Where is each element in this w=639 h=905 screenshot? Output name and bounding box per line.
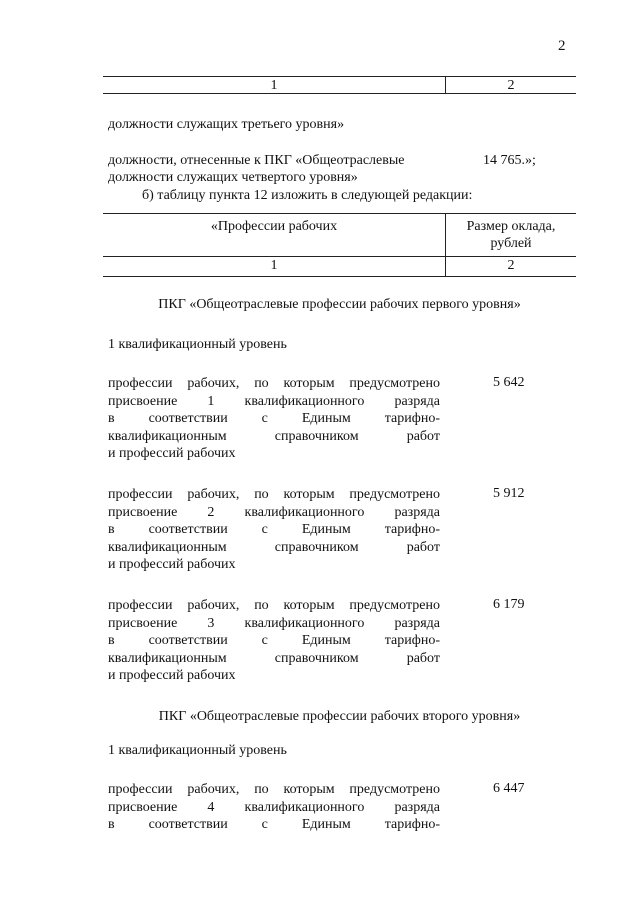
description-line (108, 781, 440, 799)
description-word: работ (406, 650, 440, 666)
description-word: разряда (394, 393, 440, 409)
fourth-level-value: 14 765.»; (483, 153, 536, 168)
description-line: и профессий рабочих (108, 557, 236, 572)
description-word: квалификационного (244, 615, 365, 631)
page-number: 2 (558, 38, 566, 54)
description-word: присвоение (108, 799, 178, 815)
qualification-level: 1 квалификационный уровень (108, 337, 287, 352)
description-line (108, 428, 440, 446)
description-word: которым (283, 782, 335, 797)
description-line: и профессий рабочих (108, 668, 236, 683)
description-word: предусмотрено (349, 598, 440, 613)
description-word: 1 (207, 393, 215, 409)
table2-header-salary-1: Размер оклада, (466, 219, 556, 234)
salary-value: 6 447 (493, 781, 525, 796)
description-word: справочником (274, 428, 359, 444)
description-word: соответствии (148, 817, 228, 832)
description-word: соответствии (148, 633, 228, 648)
table-top-rule-lower (103, 93, 576, 94)
description-word: рабочих, (187, 376, 240, 391)
instruction-line: б) таблицу пункта 12 изложить в следующей редакции: (142, 188, 473, 203)
description-word: по (254, 376, 269, 391)
description-word: рабочих, (187, 487, 240, 502)
description-word: по (254, 782, 269, 797)
salary-value: 6 179 (493, 597, 525, 612)
description-line (108, 799, 440, 817)
third-level-line: должности служащих третьего уровня» (108, 117, 345, 132)
table2-col2: 2 (507, 258, 515, 273)
description-line (108, 486, 440, 504)
description-word: которым (283, 598, 335, 613)
table2-rule-top (103, 213, 576, 214)
description-line (108, 504, 440, 522)
description-word: присвоение (108, 504, 178, 520)
description-word: которым (283, 487, 335, 502)
description-line (108, 410, 440, 428)
profession-description (108, 375, 440, 463)
description-line (108, 615, 440, 633)
description-word: тарифно- (384, 522, 440, 537)
description-line: и профессий рабочих (108, 446, 236, 461)
description-word: квалификационным (108, 650, 227, 666)
qualification-level: 1 квалификационный уровень (108, 743, 287, 758)
description-word: соответствии (148, 411, 228, 426)
description-word: работ (406, 539, 440, 555)
description-word: в (108, 522, 115, 537)
table2-header-professions: «Профессии рабочих (210, 219, 338, 234)
description-word: квалификационным (108, 428, 227, 444)
description-word: квалификационного (244, 799, 365, 815)
description-word: по (254, 487, 269, 502)
table2-col1: 1 (270, 258, 278, 273)
description-word: которым (283, 376, 335, 391)
description-word: 4 (207, 799, 215, 815)
salary-value: 5 642 (493, 375, 525, 390)
table2-rule-middle (103, 256, 576, 257)
description-word: предусмотрено (349, 487, 440, 502)
description-line (108, 375, 440, 393)
table-top-col1: 1 (270, 78, 278, 93)
description-word: тарифно- (384, 817, 440, 832)
description-word: квалификационного (244, 393, 365, 409)
description-word: в (108, 817, 115, 832)
description-word: 2 (207, 504, 215, 520)
description-word: разряда (394, 615, 440, 631)
description-word: справочником (274, 539, 359, 555)
description-word: в (108, 411, 115, 426)
description-line (108, 539, 440, 557)
description-word: Единым (301, 817, 351, 832)
description-word: 3 (207, 615, 215, 631)
table2-rule-bottom (103, 276, 576, 277)
description-word: профессии (108, 782, 173, 797)
description-word: разряда (394, 799, 440, 815)
description-line (108, 816, 440, 834)
description-word: квалификационного (244, 504, 365, 520)
description-word: с (261, 633, 268, 648)
description-word: разряда (394, 504, 440, 520)
group-title: ПКГ «Общеотраслевые профессии рабочих второго уровня» (158, 709, 521, 724)
description-word: работ (406, 428, 440, 444)
profession-description (108, 781, 440, 834)
description-word: Единым (301, 411, 351, 426)
description-word: с (261, 522, 268, 537)
description-word: тарифно- (384, 411, 440, 426)
description-word: соответствии (148, 522, 228, 537)
fourth-level-line-1: должности, отнесенные к ПКГ «Общеотраслевые (108, 153, 405, 168)
description-line (108, 521, 440, 539)
table2-header-salary-2: рублей (490, 236, 532, 251)
description-word: рабочих, (187, 598, 240, 613)
profession-description (108, 486, 440, 574)
description-line (108, 393, 440, 411)
profession-description (108, 597, 440, 685)
description-word: с (261, 411, 268, 426)
description-word: справочником (274, 650, 359, 666)
description-word: в (108, 633, 115, 648)
description-line (108, 632, 440, 650)
fourth-level-line-2: должности служащих четвертого уровня» (108, 170, 358, 185)
description-word: по (254, 598, 269, 613)
description-word: предусмотрено (349, 782, 440, 797)
description-word: профессии (108, 598, 173, 613)
description-word: присвоение (108, 615, 178, 631)
description-word: с (261, 817, 268, 832)
table-top-col2: 2 (507, 78, 515, 93)
description-word: Единым (301, 633, 351, 648)
description-word: профессии (108, 487, 173, 502)
description-word: квалификационным (108, 539, 227, 555)
salary-value: 5 912 (493, 486, 525, 501)
description-word: Единым (301, 522, 351, 537)
description-word: предусмотрено (349, 376, 440, 391)
description-line (108, 650, 440, 668)
description-word: тарифно- (384, 633, 440, 648)
description-word: рабочих, (187, 782, 240, 797)
description-line (108, 597, 440, 615)
group-title: ПКГ «Общеотраслевые профессии рабочих первого уровня» (158, 297, 521, 312)
description-word: профессии (108, 376, 173, 391)
description-word: присвоение (108, 393, 178, 409)
table-top-rule-upper (103, 76, 576, 77)
